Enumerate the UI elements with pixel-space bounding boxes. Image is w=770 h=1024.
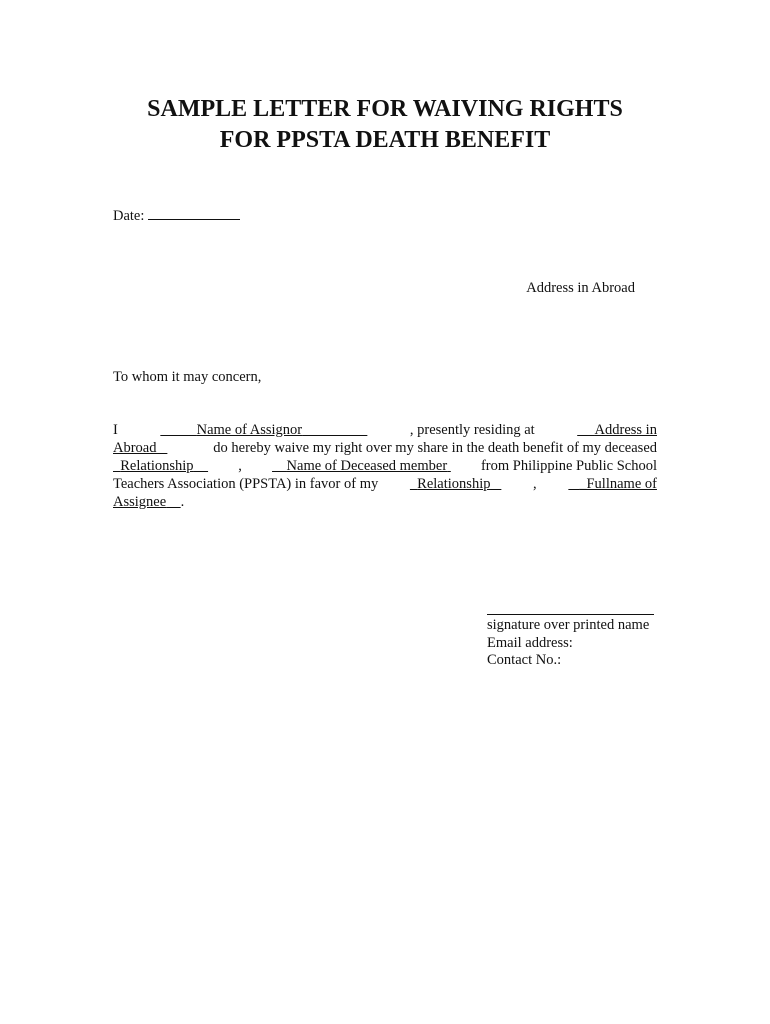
relationship-blank-1: Relationship	[120, 458, 194, 474]
association-text-2: Teachers Association (PPSTA) in favor of my	[113, 476, 379, 492]
body-pronoun: I	[113, 422, 118, 438]
period: .	[180, 494, 185, 510]
body-line-5	[113, 493, 657, 511]
presently-residing-text: , presently residing at	[409, 422, 535, 438]
fullname-blank: _Fullname of	[579, 476, 657, 492]
waiver-text: do hereby waive my right over my share in the death benefit of my deceased	[213, 440, 657, 456]
date-line	[113, 206, 240, 225]
association-text-1: from Philippine Public School	[480, 458, 657, 474]
assignee-blank: Assignee	[113, 494, 167, 510]
letter-title-line-2: FOR PPSTA DEATH BENEFIT	[219, 127, 551, 153]
signature-line	[487, 614, 654, 615]
signature-block	[487, 598, 654, 670]
address-blank: Address in	[594, 422, 657, 438]
date-label: Date:	[113, 208, 145, 224]
comma-1: ,	[238, 458, 242, 474]
body-line-2	[113, 439, 657, 457]
body-line-3	[113, 457, 657, 475]
body-line-1	[113, 421, 657, 439]
signature-caption: signature over printed name	[487, 617, 650, 633]
salutation: To whom it may concern,	[113, 369, 262, 385]
assignor-name-blank: Name of Assignor	[196, 422, 303, 438]
date-blank	[148, 206, 240, 220]
sender-address: Address in Abroad	[526, 280, 635, 296]
email-label: Email address:	[487, 634, 573, 651]
letter-body	[113, 421, 657, 511]
abroad-blank: Abroad	[113, 440, 157, 456]
body-line-4	[113, 475, 657, 493]
deceased-member-blank: Name of Deceased member	[286, 458, 448, 474]
comma-2: ,	[533, 476, 537, 492]
contact-label: Contact No.:	[487, 652, 562, 668]
letter-title-line-1: SAMPLE LETTER FOR WAIVING RIGHTS	[147, 96, 623, 122]
relationship-blank-2: Relationship	[417, 476, 491, 492]
